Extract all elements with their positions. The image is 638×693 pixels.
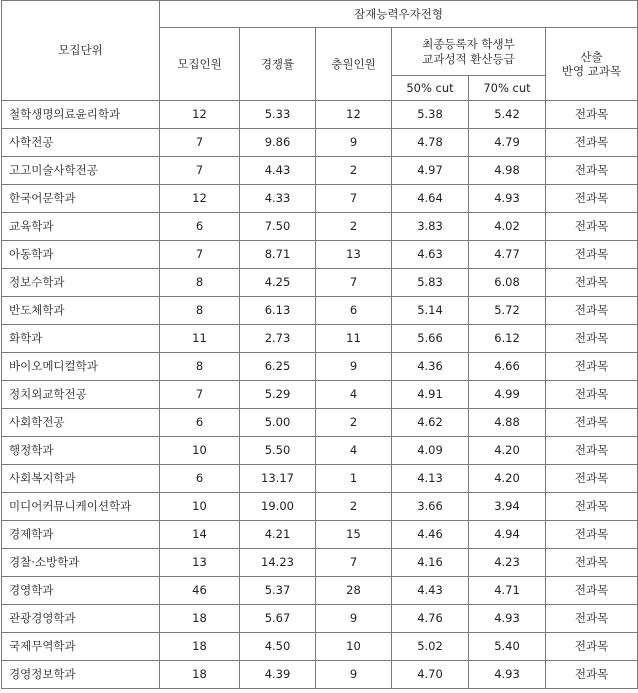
header-admission-type: 잠재능력우자전형 (160, 1, 638, 28)
cell-waitlist: 1 (316, 465, 392, 493)
cell-cut70: 4.71 (469, 577, 546, 605)
cell-cut70: 5.40 (469, 633, 546, 661)
cell-subject: 전과목 (546, 297, 638, 325)
cell-unit: 관광경영학과 (2, 605, 160, 633)
cell-subject: 전과목 (546, 325, 638, 353)
cell-quota: 10 (160, 437, 240, 465)
cell-unit: 경찰·소방학과 (2, 549, 160, 577)
table-row (2, 437, 638, 465)
cell-waitlist: 9 (316, 605, 392, 633)
cell-cut50: 4.16 (392, 549, 469, 577)
table-row (2, 129, 638, 157)
cell-competition: 4.33 (240, 185, 316, 213)
cell-waitlist: 12 (316, 101, 392, 129)
cell-quota: 7 (160, 381, 240, 409)
cell-cut50: 4.76 (392, 605, 469, 633)
cell-subject: 전과목 (546, 213, 638, 241)
cell-competition: 7.50 (240, 213, 316, 241)
header-final-grade-line2: 교과성적 환산등급 (422, 51, 515, 66)
table-row (2, 605, 638, 633)
cell-cut50: 3.66 (392, 493, 469, 521)
cell-competition: 5.67 (240, 605, 316, 633)
cell-waitlist: 11 (316, 325, 392, 353)
cell-waitlist: 6 (316, 297, 392, 325)
cell-subject: 전과목 (546, 129, 638, 157)
cell-subject: 전과목 (546, 465, 638, 493)
cell-quota: 46 (160, 577, 240, 605)
cell-unit: 한국어문학과 (2, 185, 160, 213)
table-row (2, 185, 638, 213)
cell-quota: 8 (160, 269, 240, 297)
cell-subject: 전과목 (546, 661, 638, 689)
cell-subject: 전과목 (546, 269, 638, 297)
cell-unit: 화학과 (2, 325, 160, 353)
table-row (2, 269, 638, 297)
cell-competition: 5.33 (240, 101, 316, 129)
cell-competition: 5.00 (240, 409, 316, 437)
cell-unit: 경제학과 (2, 521, 160, 549)
cell-quota: 8 (160, 297, 240, 325)
cell-competition: 2.73 (240, 325, 316, 353)
cell-cut50: 4.36 (392, 353, 469, 381)
cell-unit: 국제무역학과 (2, 633, 160, 661)
cell-cut70: 4.77 (469, 241, 546, 269)
cell-unit: 철학생명의료윤리학과 (2, 101, 160, 129)
cell-waitlist: 2 (316, 493, 392, 521)
table-row (2, 633, 638, 661)
cell-waitlist: 15 (316, 521, 392, 549)
cell-subject: 전과목 (546, 605, 638, 633)
cell-quota: 10 (160, 493, 240, 521)
cell-subject: 전과목 (546, 437, 638, 465)
header-unit: 모집단위 (2, 1, 160, 101)
cell-cut70: 3.94 (469, 493, 546, 521)
header-waitlist: 충원인원 (316, 28, 392, 101)
cell-competition: 6.13 (240, 297, 316, 325)
table-header (2, 1, 638, 101)
cell-quota: 14 (160, 521, 240, 549)
header-cut50: 50% cut (392, 76, 469, 101)
table-row (2, 549, 638, 577)
cell-quota: 18 (160, 633, 240, 661)
header-subjects (546, 28, 638, 101)
cell-unit: 아동학과 (2, 241, 160, 269)
table-row (2, 381, 638, 409)
cell-quota: 7 (160, 157, 240, 185)
cell-unit: 교육학과 (2, 213, 160, 241)
cell-cut50: 4.78 (392, 129, 469, 157)
cell-waitlist: 7 (316, 185, 392, 213)
cell-quota: 7 (160, 129, 240, 157)
cell-cut50: 5.66 (392, 325, 469, 353)
cell-competition: 14.23 (240, 549, 316, 577)
cell-unit: 경영학과 (2, 577, 160, 605)
cell-subject: 전과목 (546, 409, 638, 437)
cell-cut50: 5.14 (392, 297, 469, 325)
table-body (2, 101, 638, 689)
cell-competition: 5.37 (240, 577, 316, 605)
cell-competition: 6.25 (240, 353, 316, 381)
cell-competition: 4.21 (240, 521, 316, 549)
table-row (2, 521, 638, 549)
cell-waitlist: 10 (316, 633, 392, 661)
cell-competition: 8.71 (240, 241, 316, 269)
table-row (2, 493, 638, 521)
cell-subject: 전과목 (546, 577, 638, 605)
cell-waitlist: 28 (316, 577, 392, 605)
cell-cut70: 4.93 (469, 185, 546, 213)
cell-quota: 11 (160, 325, 240, 353)
table-row (2, 577, 638, 605)
cell-cut50: 5.02 (392, 633, 469, 661)
cell-waitlist: 9 (316, 353, 392, 381)
cell-quota: 6 (160, 465, 240, 493)
cell-quota: 6 (160, 213, 240, 241)
cell-cut70: 4.93 (469, 661, 546, 689)
cell-subject: 전과목 (546, 381, 638, 409)
cell-subject: 전과목 (546, 101, 638, 129)
cell-unit: 사회학전공 (2, 409, 160, 437)
cell-competition: 4.50 (240, 633, 316, 661)
cell-cut50: 4.09 (392, 437, 469, 465)
cell-unit: 바이오메디컬학과 (2, 353, 160, 381)
cell-competition: 19.00 (240, 493, 316, 521)
header-subjects-line1: 산출 (580, 49, 603, 64)
cell-competition: 13.17 (240, 465, 316, 493)
cell-competition: 9.86 (240, 129, 316, 157)
cell-cut70: 5.72 (469, 297, 546, 325)
cell-unit: 경영정보학과 (2, 661, 160, 689)
cell-competition: 4.43 (240, 157, 316, 185)
cell-unit: 사회복지학과 (2, 465, 160, 493)
cell-cut70: 4.99 (469, 381, 546, 409)
cell-unit: 사학전공 (2, 129, 160, 157)
cell-waitlist: 9 (316, 661, 392, 689)
cell-waitlist: 13 (316, 241, 392, 269)
cell-unit: 미디어커뮤니케이션학과 (2, 493, 160, 521)
cell-waitlist: 2 (316, 409, 392, 437)
table-row (2, 297, 638, 325)
cell-quota: 18 (160, 661, 240, 689)
cell-quota: 6 (160, 409, 240, 437)
cell-waitlist: 2 (316, 157, 392, 185)
cell-competition: 4.25 (240, 269, 316, 297)
cell-cut50: 4.63 (392, 241, 469, 269)
cell-unit: 행정학과 (2, 437, 160, 465)
cell-cut50: 4.13 (392, 465, 469, 493)
cell-subject: 전과목 (546, 521, 638, 549)
cell-subject: 전과목 (546, 493, 638, 521)
cell-cut70: 4.20 (469, 437, 546, 465)
cell-competition: 4.39 (240, 661, 316, 689)
cell-cut50: 4.70 (392, 661, 469, 689)
cell-cut70: 4.02 (469, 213, 546, 241)
header-competition: 경쟁률 (240, 28, 316, 101)
cell-quota: 8 (160, 353, 240, 381)
cell-subject: 전과목 (546, 241, 638, 269)
header-final-grade (392, 28, 546, 76)
table-row (2, 325, 638, 353)
cell-subject: 전과목 (546, 353, 638, 381)
cell-quota: 13 (160, 549, 240, 577)
cell-cut50: 4.62 (392, 409, 469, 437)
cell-quota: 18 (160, 605, 240, 633)
cell-cut70: 6.08 (469, 269, 546, 297)
cell-cut70: 4.98 (469, 157, 546, 185)
table-row (2, 101, 638, 129)
cell-cut50: 4.64 (392, 185, 469, 213)
cell-quota: 12 (160, 185, 240, 213)
cell-competition: 5.50 (240, 437, 316, 465)
cell-waitlist: 4 (316, 437, 392, 465)
cell-cut70: 6.12 (469, 325, 546, 353)
cell-cut70: 4.88 (469, 409, 546, 437)
table-row (2, 661, 638, 689)
cell-unit: 정보수학과 (2, 269, 160, 297)
cell-waitlist: 7 (316, 269, 392, 297)
header-final-grade-line1: 최종등록자 학생부 (422, 37, 515, 52)
table-row (2, 157, 638, 185)
cell-cut70: 4.79 (469, 129, 546, 157)
cell-waitlist: 4 (316, 381, 392, 409)
cell-quota: 7 (160, 241, 240, 269)
table-row (2, 409, 638, 437)
cell-cut70: 4.23 (469, 549, 546, 577)
cell-subject: 전과목 (546, 157, 638, 185)
cell-cut50: 4.43 (392, 577, 469, 605)
header-cut70: 70% cut (469, 76, 546, 101)
cell-waitlist: 7 (316, 549, 392, 577)
cell-subject: 전과목 (546, 549, 638, 577)
cell-cut70: 5.42 (469, 101, 546, 129)
cell-cut50: 4.97 (392, 157, 469, 185)
table-row (2, 465, 638, 493)
cell-cut70: 4.94 (469, 521, 546, 549)
cell-waitlist: 9 (316, 129, 392, 157)
cell-competition: 5.29 (240, 381, 316, 409)
cell-cut50: 5.83 (392, 269, 469, 297)
cell-quota: 12 (160, 101, 240, 129)
cell-cut50: 4.91 (392, 381, 469, 409)
cell-subject: 전과목 (546, 633, 638, 661)
header-quota: 모집인원 (160, 28, 240, 101)
cell-unit: 반도체학과 (2, 297, 160, 325)
header-subjects-line2: 반영 교과목 (561, 64, 622, 78)
cell-cut50: 3.83 (392, 213, 469, 241)
table-row (2, 353, 638, 381)
cell-cut70: 4.93 (469, 605, 546, 633)
table-row (2, 241, 638, 269)
cell-unit: 정치외교학전공 (2, 381, 160, 409)
cell-cut50: 5.38 (392, 101, 469, 129)
cell-unit: 고고미술사학전공 (2, 157, 160, 185)
cell-cut70: 4.66 (469, 353, 546, 381)
cell-subject: 전과목 (546, 185, 638, 213)
cell-cut50: 4.46 (392, 521, 469, 549)
admission-results-table (1, 0, 638, 689)
table-row (2, 213, 638, 241)
cell-waitlist: 2 (316, 213, 392, 241)
cell-cut70: 4.20 (469, 465, 546, 493)
